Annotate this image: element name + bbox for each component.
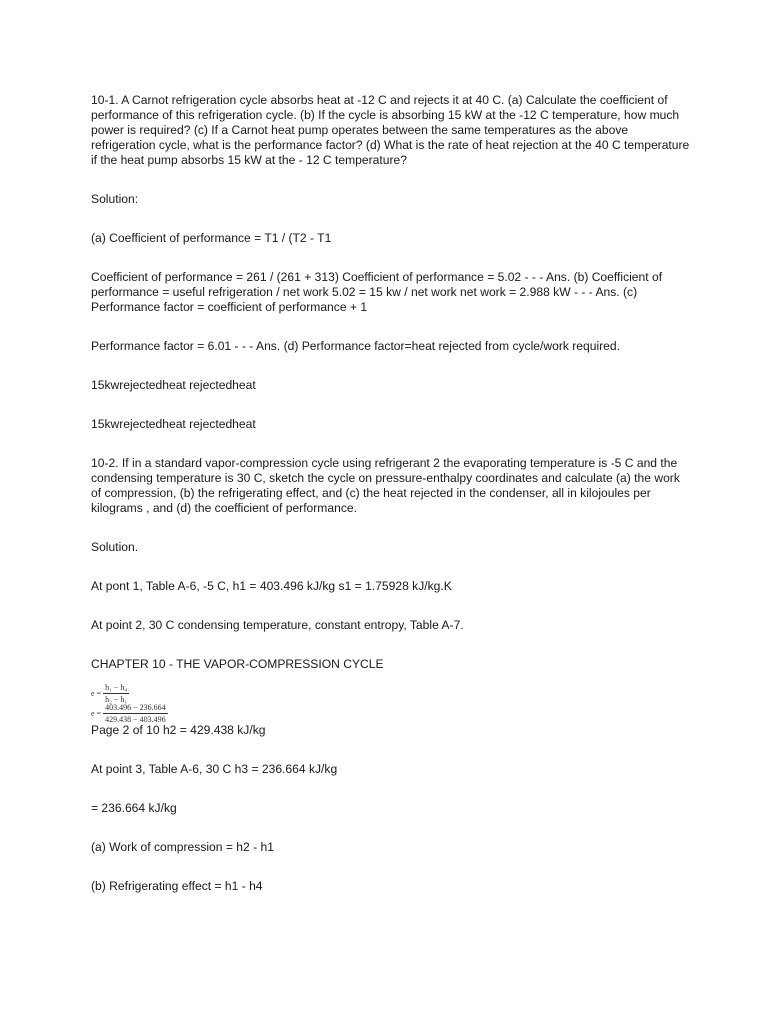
chapter-heading: CHAPTER 10 - THE VAPOR-COMPRESSION CYCLE xyxy=(91,657,384,671)
symbolic-numerator: h₁ − h₄ xyxy=(105,682,128,692)
point-1-values: At pont 1, Table A-6, -5 C, h1 = 403.496 kJ/kg s1 = 1.75928 kJ/kg.K xyxy=(91,579,452,593)
point-2-values: At point 2, 30 C condensing temperature, constant entropy, Table A-7. xyxy=(91,618,464,632)
formula-lhs-2: e = xyxy=(91,708,102,718)
heat-rejected-line-1: 15kwrejectedheat rejectedheat xyxy=(91,378,256,392)
cop-formula-image xyxy=(91,683,691,723)
formula-lhs: e = xyxy=(91,688,102,698)
numeric-denominator: 429.438 − 403.496 xyxy=(105,714,166,724)
symbolic-fraction xyxy=(103,683,129,704)
cop-calculation: Coefficient of performance = 261 / (261 + 313) Coefficient of performance = 5.02 - - - Ans. (b) Coefficient of performance = useful refrigeration / net work 5.02 = 15 kw / net work net work = 2.988 kW - - - Ans. (c) Performance factor = coefficient of performance + 1 xyxy=(91,270,663,314)
cop-symbolic-formula xyxy=(91,683,691,703)
cop-numeric-formula xyxy=(91,703,691,723)
document-page xyxy=(91,93,691,918)
refrigerating-effect: (b) Refrigerating effect = h1 - h4 xyxy=(91,879,263,893)
point-2-h2-value: Page 2 of 10 h2 = 429.438 kJ/kg xyxy=(91,723,266,737)
solution-heading-1: Solution: xyxy=(91,192,139,206)
numeric-fraction xyxy=(103,703,168,724)
h4-value: = 236.664 kJ/kg xyxy=(91,801,177,815)
problem-10-1-statement: 10-1. A Carnot refrigeration cycle absorbs heat at -12 C and rejects it at 40 C. (a) Calculate the coefficient of performance of this refrigeration cycle. (b) If the cycle is absorbing 15 kW at the -12 C temperature, how much power is required? (c) If a Carnot heat pump operates between the same temperatures as the above refrigeration cycle, what is the performance factor? (d) What is the rate of heat rejection at the 40 C temperature if the heat pump absorbs 15 kW at the - 12 C temperature? xyxy=(91,93,690,167)
numeric-numerator: 403.496 − 236.664 xyxy=(105,702,166,712)
cop-definition: (a) Coefficient of performance = T1 / (T2 - T1 xyxy=(91,231,332,245)
symbolic-denominator: h₂ − h₁ xyxy=(105,694,128,704)
work-of-compression: (a) Work of compression = h2 - h1 xyxy=(91,840,274,854)
solution-heading-2: Solution. xyxy=(91,540,139,554)
heat-rejected-line-2: 15kwrejectedheat rejectedheat xyxy=(91,417,256,431)
problem-10-2-statement: 10-2. If in a standard vapor-compression cycle using refrigerant 2 the evaporating temperature is -5 C and the condensing temperature is 30 C, sketch the cycle on pressure-enthalpy coordinates and calculate (a) the work of compression, (b) the refrigerating effect, and (c) the heat rejected in the condenser, all in kilojoules per kilograms , and (d) the coefficient of performance. xyxy=(91,456,680,515)
performance-factor-result: Performance factor = 6.01 - - - Ans. (d) Performance factor=heat rejected from cycle/work required. xyxy=(91,339,620,353)
point-3-values: At point 3, Table A-6, 30 C h3 = 236.664 kJ/kg xyxy=(91,762,338,776)
